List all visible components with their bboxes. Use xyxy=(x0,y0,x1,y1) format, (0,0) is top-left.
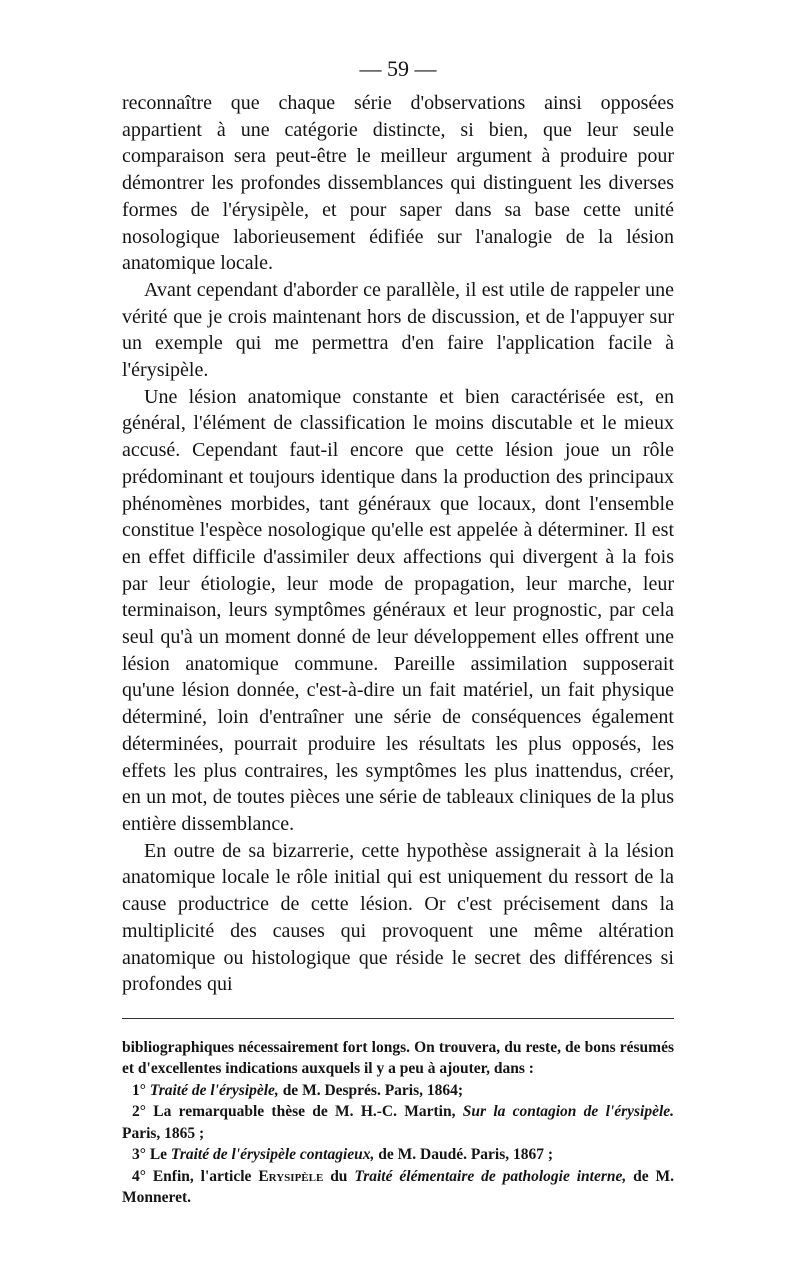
page-number: — 59 — xyxy=(359,56,437,81)
item-number: 3° xyxy=(132,1146,146,1164)
item-text: de M. Daudé. Paris, 1867 ; xyxy=(378,1146,554,1164)
paragraph: Une lésion anatomique constante et bien caractérisée est, en général, l'élément de classification le moins discutable et le mieux accusé. Cependant faut-il encore que cette lésion joue un rôle prédominant et toujours identique dans la production des principaux phénomènes morbides, tant généraux que locaux, dont l'ensemble constitue l'espèce nosologique qu'elle est appelée à déterminer. Il est en effet difficile d'assimiler deux affections qui divergent à la fois par leur étiologie, leur mode de propagation, leur marche, leur terminaison, leurs symptômes généraux et leur prognostic, par cela seul qu'à un moment donné de leur développement elles offrent une lésion anatomique commune. Pareille assimilation supposerait qu'une lésion donnée, c'est-à-dire un fait matériel, un fait physique déterminé, loin d'entraîner une série de conséquences également déterminées, pourrait produire les résultats les plus opposés, les effets les plus contraires, les symptômes les plus inattendus, créer, en un mot, de toutes pièces une série de tableaux cliniques de la plus entière dissemblance. xyxy=(122,385,674,835)
paragraph: reconnaître que chaque série d'observations ainsi opposées appartient à une catégorie distincte, si bien, que leur seule comparaison sera peut-être le meilleur argument à produire pour démontrer les profondes dissemblances qui distinguent les diverses formes de l'érysipèle, et pour saper dans sa base cette unité nosologique laborieusement édifiée sur l'analogie de la lésion anatomique locale. xyxy=(122,92,674,275)
work-title: Traité élémentaire de pathologie interne, xyxy=(354,1167,627,1185)
footnote-intro: bibliographiques nécessairement fort longs. On trouvera, du reste, de bons résumés et d'excellentes indications auxquels il y a peu à ajouter, dans : xyxy=(122,1038,674,1078)
body-text xyxy=(122,90,674,998)
footnote-item xyxy=(122,1101,674,1144)
article-name: Erysipèle xyxy=(258,1167,324,1185)
footnote-item xyxy=(122,1144,674,1166)
item-number: 4° xyxy=(132,1167,146,1185)
paragraph: En outre de sa bizarrerie, cette hypothèse assignerait à la lésion anatomique locale le rôle initial qui est uniquement du ressort de la cause productrice de cette lésion. Or c'est précisement dans la multiplicité des causes qui provoquent une même altération anatomique ou histologique que réside le secret des différences si profondes qui xyxy=(122,839,674,996)
work-title: Traité de l'érysipèle contagieux, xyxy=(170,1146,375,1164)
item-number: 2° xyxy=(132,1103,146,1121)
work-title: Traité de l'érysipèle, xyxy=(149,1081,279,1099)
item-text: du xyxy=(330,1167,348,1185)
item-text: Paris, 1865 ; xyxy=(122,1124,205,1142)
item-text: Enfin, l'article xyxy=(152,1167,252,1185)
footnote-item xyxy=(122,1080,674,1102)
paragraph: Avant cependant d'aborder ce parallèle, il est utile de rappeler une vérité que je crois maintenant hors de discussion, et de l'appuyer sur un exemple qui me permettra d'en faire l'application facile à l'érysipèle. xyxy=(122,278,674,382)
footnote-divider xyxy=(122,1018,674,1019)
item-text: de M. Després. Paris, 1864; xyxy=(282,1081,464,1099)
book-page xyxy=(122,56,674,1209)
footnote xyxy=(122,1037,674,1209)
item-text: de M. Monneret. xyxy=(122,1167,675,1207)
item-text: Le xyxy=(149,1146,168,1164)
item-number: 1° xyxy=(132,1081,146,1099)
item-text: La remarquable thèse de M. H.-C. Martin, xyxy=(153,1103,456,1121)
work-title: Sur la contagion de l'érysipèle. xyxy=(462,1103,675,1121)
footnote-item xyxy=(122,1166,674,1209)
